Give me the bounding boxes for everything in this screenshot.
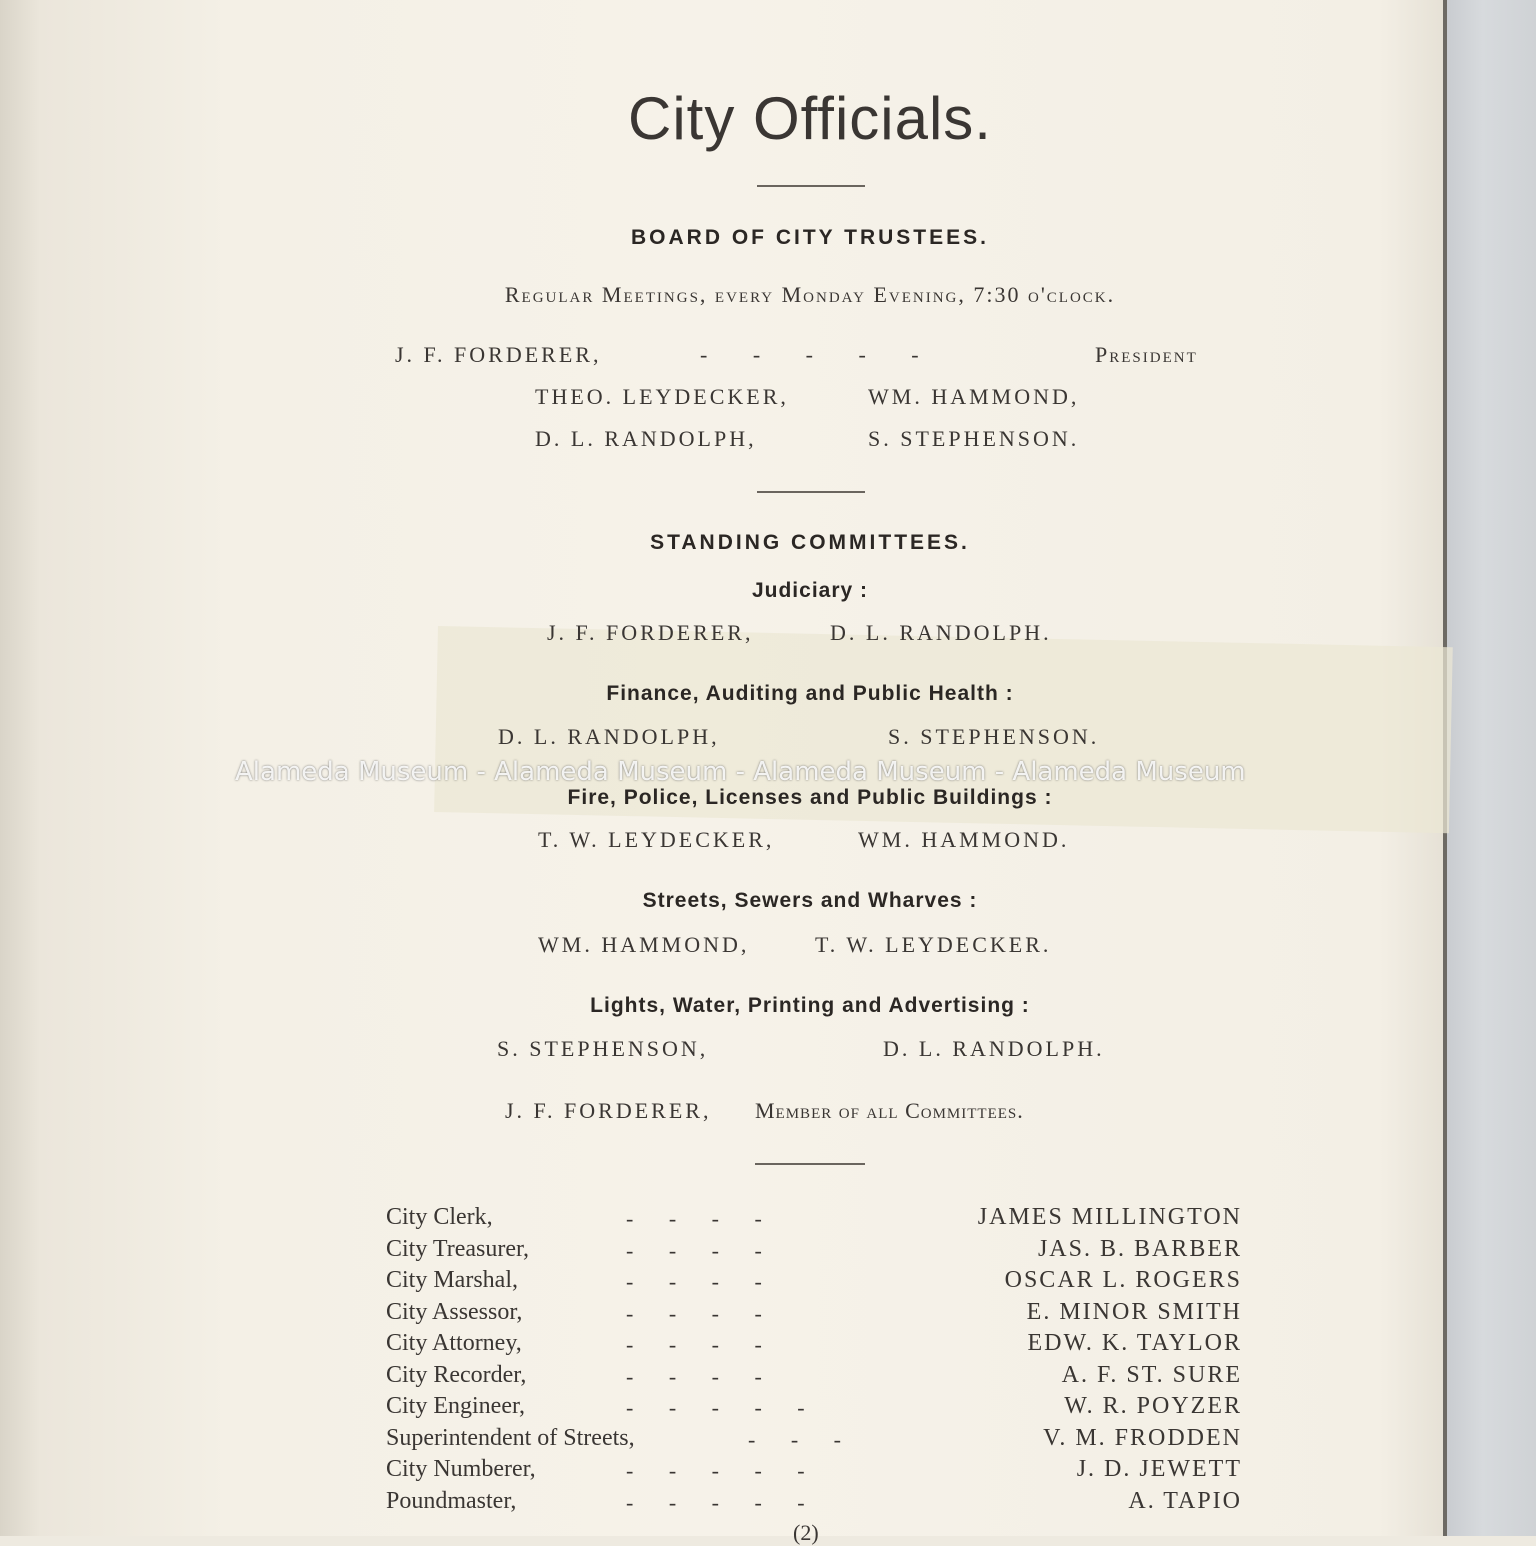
officer-title: Superintendent of Streets, — [386, 1425, 635, 1451]
officer-name: JAMES MILLINGTON — [977, 1204, 1242, 1230]
committee-member: S. STEPHENSON, — [497, 1036, 709, 1061]
committee-member: D. L. RANDOLPH. — [830, 620, 1052, 645]
president-title: President — [1095, 342, 1198, 367]
officer-title: City Assessor, — [386, 1299, 523, 1325]
committees-heading: STANDING COMMITTEES. — [650, 531, 970, 554]
officer-name: EDW. K. TAYLOR — [1027, 1330, 1242, 1356]
trustee-name: D. L. RANDOLPH, — [535, 426, 757, 451]
officer-name: V. M. FRODDEN — [1043, 1425, 1242, 1451]
committee-member: S. STEPHENSON. — [888, 724, 1100, 749]
officer-title: City Attorney, — [386, 1330, 522, 1356]
officer-name: A. TAPIO — [1128, 1488, 1242, 1514]
committee-member: D. L. RANDOLPH, — [498, 724, 720, 749]
officer-name: A. F. ST. SURE — [1061, 1362, 1242, 1388]
page-title: City Officials. — [628, 85, 992, 152]
officer-title: City Numberer, — [386, 1456, 536, 1482]
board-heading: BOARD OF CITY TRUSTEES. — [631, 226, 989, 249]
officer-dashes: - - - - — [626, 1332, 762, 1357]
officer-dashes: - - - - — [626, 1301, 762, 1326]
president-dashes: - - - - - — [700, 342, 919, 367]
committee-member: T. W. LEYDECKER, — [538, 827, 775, 852]
committee-name: Lights, Water, Printing and Advertising : — [590, 994, 1030, 1017]
committee-member: J. F. FORDERER, — [547, 620, 754, 645]
committee-member: WM. HAMMOND. — [858, 827, 1070, 852]
trustee-name: WM. HAMMOND, — [868, 384, 1080, 409]
officer-title: Poundmaster, — [386, 1488, 517, 1514]
divider — [755, 1163, 865, 1165]
meeting-schedule: Regular Meetings, every Monday Evening, 7:30 o'clock. — [504, 282, 1116, 307]
officer-title: City Recorder, — [386, 1362, 527, 1388]
officer-name: JAS. B. BARBER — [1037, 1236, 1242, 1262]
officer-dashes: - - - - — [626, 1206, 762, 1231]
officer-title: City Marshal, — [386, 1267, 518, 1293]
officer-dashes: - - - - - — [626, 1490, 805, 1515]
committee-name: Finance, Auditing and Public Health : — [606, 682, 1014, 705]
committee-name: Fire, Police, Licenses and Public Buildings : — [567, 786, 1053, 809]
officer-name: OSCAR L. ROGERS — [1004, 1267, 1242, 1293]
officer-dashes: - - - - — [626, 1269, 762, 1294]
committee-member: D. L. RANDOLPH. — [883, 1036, 1105, 1061]
divider — [757, 491, 865, 493]
committee-name: Streets, Sewers and Wharves : — [642, 889, 978, 912]
committee-member: WM. HAMMOND, — [538, 932, 750, 957]
officer-name: W. R. POYZER — [1064, 1393, 1242, 1419]
divider — [757, 185, 865, 187]
watermark: Alameda Museum - Alameda Museum - Alameda Museum - Alameda Museum — [235, 757, 1246, 787]
officer-title: City Engineer, — [386, 1393, 526, 1419]
officer-name: E. MINOR SMITH — [1026, 1299, 1242, 1325]
trustee-name: THEO. LEYDECKER, — [535, 384, 789, 409]
officer-title: City Clerk, — [386, 1204, 493, 1230]
officer-dashes: - - - — [748, 1427, 841, 1452]
trustee-name: S. STEPHENSON. — [868, 426, 1080, 451]
officer-name: J. D. JEWETT — [1076, 1456, 1242, 1482]
committee-name: Judiciary : — [751, 579, 869, 602]
committee-member: T. W. LEYDECKER. — [815, 932, 1052, 957]
officer-title: City Treasurer, — [386, 1236, 530, 1262]
president-name: J. F. FORDERER, — [395, 342, 602, 367]
officer-dashes: - - - - — [626, 1364, 762, 1389]
page-number: (2) — [793, 1520, 819, 1545]
officer-dashes: - - - - - — [626, 1458, 805, 1483]
officer-dashes: - - - - — [626, 1238, 762, 1263]
all-committees-member: J. F. FORDERER, — [505, 1098, 712, 1123]
officer-dashes: - - - - - — [626, 1395, 805, 1420]
all-committees-note: Member of all Committees. — [755, 1098, 1024, 1123]
